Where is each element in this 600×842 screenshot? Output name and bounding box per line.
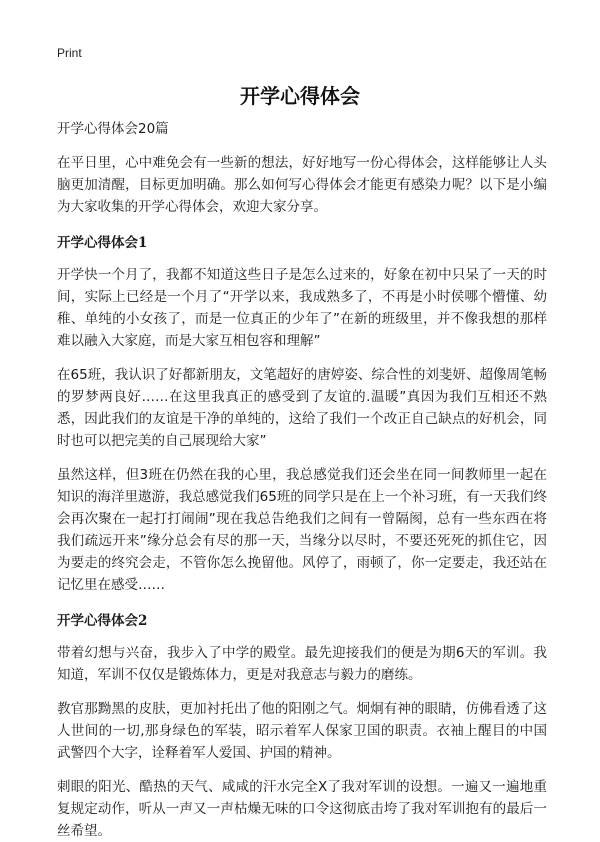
section-heading: 开学心得体会1 — [57, 235, 148, 251]
section-2-paragraph-1: 带着幻想与兴奋，我步入了中学的殿堂。最先迎接我们的便是为期6天的军训。我知道，军训不仅仅是锻炼体力，更是对我意志与毅力的磨练。 — [57, 645, 547, 683]
intro-paragraph: 在平日里，心中难免会有一些新的想法，好好地写一份心得体会，这样能够让人头脑更加清醒，目标更加明确。那么如何写心得体会才能更有感染力呢？以下是小编为大家收集的开学心得体会，欢迎大家分享。 — [57, 155, 547, 215]
section-1 — [57, 232, 547, 596]
document-title: 开学心得体会 — [240, 84, 360, 108]
section-2 — [57, 610, 547, 842]
document-body — [57, 118, 547, 842]
print-link[interactable]: Print — [57, 46, 82, 60]
section-heading: 开学心得体会2 — [57, 613, 148, 629]
section-1-paragraph-2: 在65班，我认识了好都新朋友，文笔超好的唐婷姿、综合性的刘斐妍、超像周笔畅的罗梦两良好……在这里我真正的感受到了友谊的.温暖”真因为我们互相还不熟悉，因此我们的友谊是干净的单纯的，这给了我们一个改正自己缺点的好机会，同时也可以把完美的自己展现给大家” — [57, 367, 547, 449]
document-subtitle: 开学心得体会20篇 — [57, 121, 169, 137]
section-2-paragraph-2: 教官那黝黑的皮肤，更加衬托出了他的阳刚之气。炯炯有神的眼睛，仿佛看透了这人世间的一切,那身绿色的军装，昭示着军人保家卫国的职责。衣袖上醒目的中国武警四个大字，诠释着军人爱国、护国的精神。 — [57, 701, 547, 761]
section-1-paragraph-1: 开学快一个月了，我都不知道这些日子是怎么过来的，好象在初中只呆了一天的时间，实际上已经是一个月了“开学以来，我成熟多了，不再是小时侯哪个懵懂、幼稚、单纯的小女孩了，而是一位真正的少年了”在新的班级里，并不像我想的那样难以融入大家庭，而是大家互相包容和理解” — [57, 267, 547, 349]
section-1-paragraph-3: 虽然这样，但3班在仍然在我的心里，我总感觉我们还会坐在同一间教师里一起在知识的海洋里遨游，我总感觉我们65班的同学只是在上一个补习班，有一天我们终会再次聚在一起打打闹闹”现在我总告绝我们之间有一曾隔阂，总有一些东西在将我们疏远开来”缘分总会有尽的那一天，当缘分以尽时，不要还死死的抓住它，因为要走的终究会走，不管你怎么挽留他。风停了，雨顿了，你一定要走，我还站在记忆里在感受…… — [57, 467, 547, 593]
section-2-paragraph-3: 刺眼的阳光、酷热的天气、咸咸的汗水完全X了我对军训的设想。一遍又一遍地重复规定动作，听从一声又一声枯燥无味的口令这彻底击垮了我对军训抱有的最后一丝希望。 — [57, 779, 547, 839]
